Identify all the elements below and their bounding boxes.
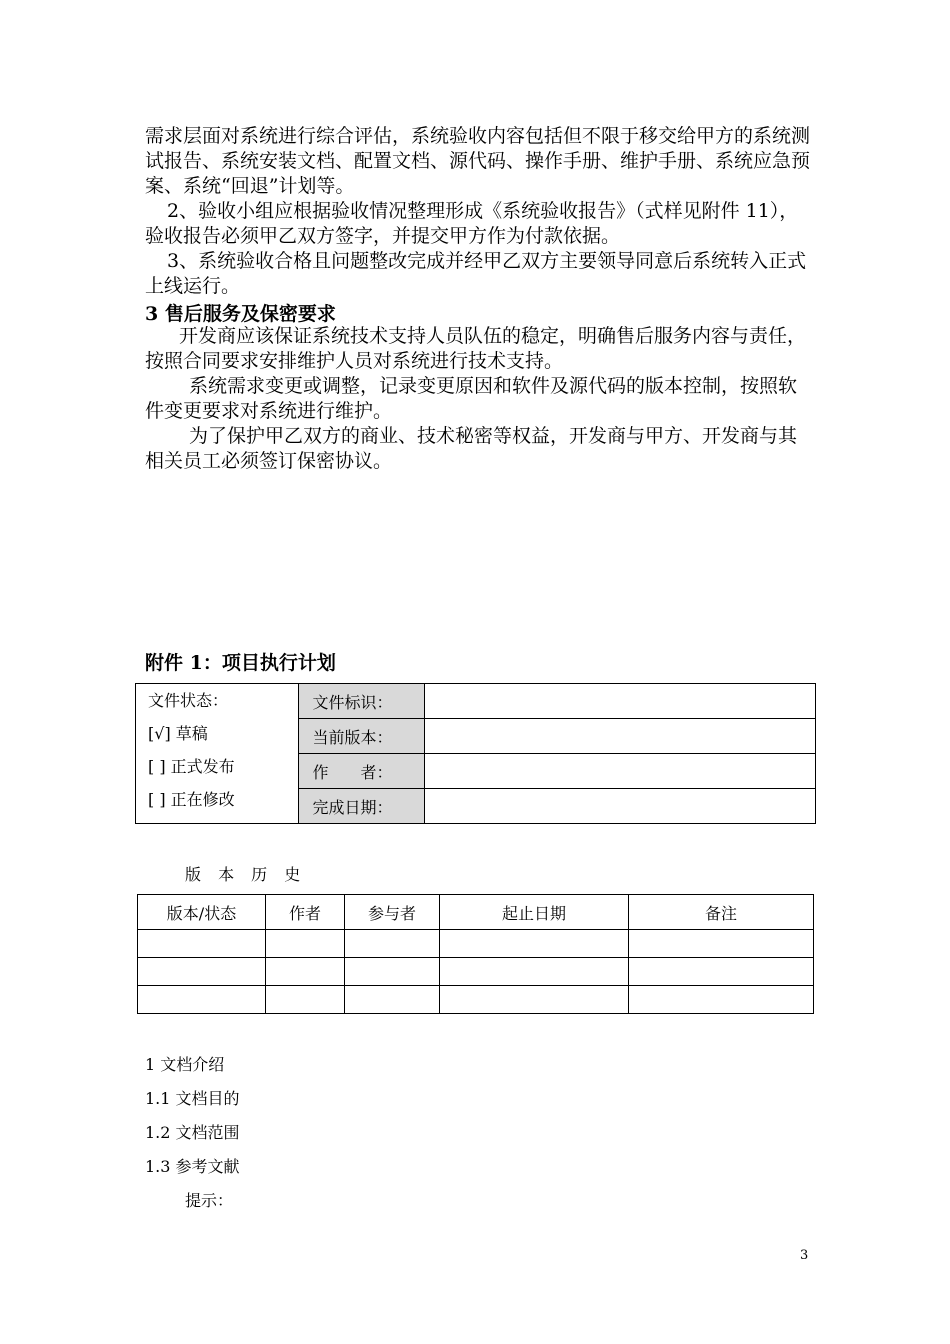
- field-label-version: 当前版本：: [298, 719, 425, 754]
- field-label-doc-id: 文件标识：: [298, 684, 425, 719]
- status-label: 文件状态：: [148, 691, 229, 710]
- paragraph-acceptance-scope: 需求层面对系统进行综合评估，系统验收内容包括但不限于移交给甲方的系统测试报告、系统安装文档、配置文档、源代码、操作手册、维护手册、系统应急预案、系统“回退”计划等。: [145, 125, 811, 197]
- paragraph-support: 开发商应该保证系统技术支持人员队伍的稳定，明确售后服务内容与责任，按照合同要求安排维护人员对系统进行技术支持。: [145, 325, 807, 372]
- table-row: [138, 986, 814, 1014]
- after-sales-text-block: [145, 324, 813, 474]
- toc-item-purpose: 1.1 文档目的: [145, 1089, 240, 1108]
- field-label-author: 作 者：: [298, 754, 425, 789]
- attachment-title: 附件 1：项目执行计划: [145, 652, 336, 674]
- field-value-author: [425, 754, 816, 789]
- header-date-range: 起止日期: [440, 895, 629, 930]
- page-number: 3: [800, 1248, 809, 1263]
- status-option-draft: [√] 草稿: [148, 724, 208, 743]
- status-option-revising: [ ] 正在修改: [148, 790, 235, 809]
- header-author: 作者: [266, 895, 345, 930]
- field-label-completion-date: 完成日期：: [298, 789, 425, 824]
- table-row: [138, 958, 814, 986]
- toc-item-intro: 1 文档介绍: [145, 1055, 225, 1074]
- paragraph-go-live: 3、系统验收合格且问题整改完成并经甲乙双方主要领导同意后系统转入正式上线运行。: [145, 250, 807, 297]
- header-version-status: 版本/状态: [138, 895, 266, 930]
- body-text-block: [145, 124, 813, 299]
- status-option-published: [ ] 正式发布: [148, 757, 235, 776]
- document-info-table: [135, 683, 816, 824]
- version-history-table: [137, 894, 814, 1014]
- paragraph-confidentiality: 为了保护甲乙双方的商业、技术秘密等权益，开发商与甲方、开发商与其相关员工必须签订保密协议。: [145, 425, 798, 472]
- header-participants: 参与者: [345, 895, 440, 930]
- paragraph-change-control: 系统需求变更或调整，记录变更原因和软件及源代码的版本控制，按照软件变更要求对系统进行维护。: [145, 375, 798, 422]
- version-history-title: 版 本 历 史: [185, 865, 307, 884]
- toc-item-scope: 1.2 文档范围: [145, 1123, 240, 1142]
- document-status-cell: [136, 684, 299, 824]
- field-value-doc-id: [425, 684, 816, 719]
- field-value-completion-date: [425, 789, 816, 824]
- header-remarks: 备注: [629, 895, 814, 930]
- table-row: [138, 930, 814, 958]
- hint-label: 提示：: [185, 1191, 234, 1210]
- paragraph-acceptance-report: 2、验收小组应根据验收情况整理形成《系统验收报告》（式样见附件 11），验收报告必须甲乙双方签字，并提交甲方作为付款依据。: [145, 200, 799, 247]
- section-heading: 3 售后服务及保密要求: [145, 303, 336, 325]
- field-value-version: [425, 719, 816, 754]
- table-header-row: [138, 895, 814, 930]
- toc-item-references: 1.3 参考文献: [145, 1157, 240, 1176]
